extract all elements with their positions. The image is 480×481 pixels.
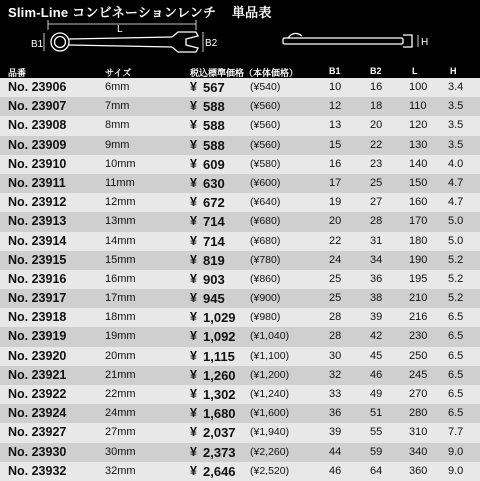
part-number: No. 23921 (8, 367, 67, 382)
b1-cell: 15 (329, 138, 342, 151)
b2-cell: 51 (370, 407, 383, 420)
table-row (0, 347, 480, 366)
price-cell: 819 (203, 252, 225, 268)
yen-sign: ¥ (190, 175, 197, 190)
size-cell: 32mm (105, 464, 136, 477)
yen-sign: ¥ (190, 271, 197, 286)
part-number: No. 23920 (8, 348, 67, 363)
b2-cell: 22 (370, 138, 383, 151)
h-cell: 9.0 (448, 464, 464, 477)
h-cell: 4.7 (448, 176, 464, 189)
b2-cell: 16 (370, 81, 383, 93)
size-cell: 24mm (105, 407, 136, 420)
b2-cell: 20 (370, 119, 383, 132)
size-cell: 7mm (105, 100, 130, 113)
yen-sign: ¥ (190, 463, 197, 478)
table-row (0, 462, 480, 481)
b2-cell: 45 (370, 349, 383, 362)
l-cell: 230 (409, 330, 428, 343)
b2-cell: 34 (370, 253, 383, 266)
l-cell: 110 (409, 100, 427, 113)
l-cell: 270 (409, 388, 428, 400)
table-row (0, 270, 480, 289)
table-row (0, 366, 480, 385)
base-price-cell: (¥560) (250, 138, 281, 151)
b1-cell: 13 (329, 119, 342, 132)
table-row (0, 404, 480, 423)
table-row (0, 193, 480, 212)
price-cell: 567 (203, 80, 225, 95)
title-main: Slim-Line コンビネーションレンチ (8, 5, 217, 20)
b1-cell: 19 (329, 196, 342, 209)
col-l: L (412, 66, 418, 76)
size-cell: 13mm (105, 215, 136, 228)
b2-cell: 64 (370, 464, 383, 477)
b1-cell: 32 (329, 368, 342, 381)
table-header (0, 64, 480, 78)
yen-sign: ¥ (190, 310, 197, 325)
size-cell: 21mm (105, 368, 136, 381)
part-number: No. 23911 (8, 175, 66, 190)
h-cell: 6.5 (448, 407, 464, 420)
size-cell: 30mm (105, 445, 136, 458)
l-cell: 100 (409, 81, 428, 93)
table-row (0, 136, 480, 155)
h-cell: 3.4 (448, 81, 464, 93)
l-cell: 216 (409, 311, 428, 324)
yen-sign: ¥ (190, 195, 197, 210)
price-cell: 1,115 (203, 348, 235, 364)
l-cell: 340 (409, 445, 428, 458)
size-cell: 12mm (105, 196, 136, 209)
size-cell: 18mm (105, 311, 136, 324)
b2-cell: 49 (370, 388, 383, 400)
l-cell: 360 (409, 464, 428, 477)
part-number: No. 23919 (8, 329, 67, 344)
price-cell: 1,680 (203, 406, 236, 422)
diagram-label-b2: B2 (205, 38, 218, 49)
part-number: No. 23908 (8, 118, 67, 133)
yen-sign: ¥ (190, 444, 197, 459)
part-number: No. 23906 (8, 80, 67, 94)
table-row (0, 423, 480, 442)
yen-sign: ¥ (190, 329, 197, 344)
b1-cell: 28 (329, 311, 342, 324)
price-cell: 2,373 (203, 444, 236, 460)
part-number: No. 23924 (8, 406, 67, 421)
b2-cell: 25 (370, 176, 383, 189)
part-number: No. 23914 (8, 233, 67, 248)
price-cell: 1,029 (203, 310, 236, 326)
size-cell: 22mm (105, 388, 136, 400)
base-price-cell: (¥680) (250, 215, 281, 228)
size-cell: 10mm (105, 157, 136, 170)
size-cell: 8mm (105, 119, 130, 132)
h-cell: 5.2 (448, 272, 464, 285)
base-price-cell: (¥1,040) (250, 330, 290, 343)
base-price-cell: (¥1,600) (250, 407, 290, 420)
price-cell: 945 (203, 291, 225, 307)
price-cell: 588 (203, 118, 225, 134)
table-row (0, 385, 480, 404)
yen-sign: ¥ (190, 252, 197, 267)
base-price-cell: (¥860) (250, 272, 281, 285)
size-cell: 16mm (105, 272, 136, 285)
base-price-cell: (¥640) (250, 196, 281, 209)
b2-cell: 59 (370, 445, 383, 458)
b1-cell: 17 (329, 176, 342, 189)
yen-sign: ¥ (190, 80, 197, 94)
price-cell: 1,092 (203, 329, 236, 345)
wrench-diagram (0, 18, 480, 64)
yen-sign: ¥ (190, 367, 197, 382)
size-cell: 17mm (105, 292, 136, 305)
l-cell: 245 (409, 368, 428, 381)
part-number: No. 23930 (8, 444, 67, 459)
part-number: No. 23927 (8, 425, 67, 440)
size-cell: 20mm (105, 349, 136, 362)
col-price: 税込標準価格（本体価格） (190, 68, 299, 78)
yen-sign: ¥ (190, 156, 197, 171)
part-number: No. 23918 (8, 310, 67, 325)
h-cell: 3.5 (448, 100, 464, 113)
base-price-cell: (¥540) (250, 81, 281, 93)
part-number: No. 23913 (8, 214, 67, 229)
b1-cell: 25 (329, 272, 342, 285)
price-cell: 630 (203, 175, 225, 191)
base-price-cell: (¥560) (250, 100, 281, 113)
b1-cell: 16 (329, 157, 342, 170)
b1-cell: 22 (329, 234, 342, 247)
col-size: サイズ (105, 68, 132, 78)
table-row (0, 443, 480, 462)
l-cell: 195 (409, 272, 428, 285)
size-cell: 14mm (105, 234, 136, 247)
b1-cell: 30 (329, 349, 342, 362)
base-price-cell: (¥1,940) (250, 426, 290, 439)
table-row (0, 327, 480, 346)
b1-cell: 36 (329, 407, 342, 420)
b1-cell: 12 (329, 100, 342, 113)
h-cell: 6.5 (448, 311, 464, 324)
table-row (0, 116, 480, 135)
b1-cell: 24 (329, 253, 342, 266)
yen-sign: ¥ (190, 291, 197, 306)
l-cell: 130 (409, 138, 428, 151)
price-cell: 903 (203, 271, 225, 287)
b2-cell: 55 (370, 426, 383, 439)
b2-cell: 38 (370, 292, 383, 305)
col-part-no: 品番 (8, 68, 27, 78)
h-cell: 5.2 (448, 292, 464, 305)
table-row (0, 212, 480, 231)
part-number: No. 23922 (8, 387, 67, 401)
size-cell: 19mm (105, 330, 136, 343)
yen-sign: ¥ (190, 406, 197, 421)
table-row (0, 97, 480, 116)
base-price-cell: (¥980) (250, 311, 281, 324)
b1-cell: 20 (329, 215, 342, 228)
l-cell: 180 (409, 234, 428, 247)
h-cell: 5.0 (448, 215, 464, 228)
size-cell: 9mm (105, 138, 130, 151)
l-cell: 120 (409, 119, 428, 132)
title-sub: 単品表 (231, 5, 272, 20)
base-price-cell: (¥1,200) (250, 368, 290, 381)
base-price-cell: (¥780) (250, 253, 281, 266)
price-cell: 1,302 (203, 387, 236, 402)
h-cell: 9.0 (448, 445, 464, 458)
part-number: No. 23915 (8, 252, 67, 267)
yen-sign: ¥ (190, 425, 197, 440)
h-cell: 3.5 (448, 119, 464, 132)
b1-cell: 10 (329, 81, 342, 93)
diagram-label-l: L (117, 24, 123, 35)
l-cell: 310 (409, 426, 428, 439)
h-cell: 6.5 (448, 388, 464, 400)
yen-sign: ¥ (190, 99, 197, 114)
b2-cell: 28 (370, 215, 383, 228)
price-cell: 1,260 (203, 367, 236, 383)
yen-sign: ¥ (190, 233, 197, 248)
part-number: No. 23932 (8, 463, 67, 478)
b2-cell: 27 (370, 196, 383, 209)
b2-cell: 23 (370, 157, 383, 170)
table-row (0, 251, 480, 270)
b1-cell: 33 (329, 388, 342, 400)
base-price-cell: (¥600) (250, 176, 281, 189)
price-cell: 2,646 (203, 463, 236, 479)
yen-sign: ¥ (190, 387, 197, 401)
table-row (0, 232, 480, 251)
b1-cell: 44 (329, 445, 342, 458)
table-row (0, 155, 480, 174)
size-cell: 27mm (105, 426, 136, 439)
b2-cell: 42 (370, 330, 383, 343)
base-price-cell: (¥2,520) (250, 464, 290, 477)
part-number: No. 23916 (8, 271, 67, 286)
base-price-cell: (¥680) (250, 234, 281, 247)
part-number: No. 23909 (8, 137, 67, 152)
base-price-cell: (¥2,260) (250, 445, 290, 458)
b2-cell: 18 (370, 100, 383, 113)
table-row (0, 308, 480, 327)
part-number: No. 23907 (8, 99, 67, 114)
b1-cell: 46 (329, 464, 342, 477)
l-cell: 160 (409, 196, 428, 209)
price-cell: 714 (203, 214, 225, 230)
h-cell: 4.0 (448, 157, 464, 170)
table-row (0, 174, 480, 193)
h-cell: 4.7 (448, 196, 464, 209)
b2-cell: 39 (370, 311, 383, 324)
price-cell: 672 (203, 195, 225, 211)
col-b1: B1 (329, 66, 341, 76)
b1-cell: 28 (329, 330, 342, 343)
table-body (0, 78, 480, 481)
b1-cell: 25 (329, 292, 342, 305)
diagram-label-b1: B1 (31, 39, 44, 50)
price-cell: 588 (203, 137, 225, 153)
l-cell: 150 (409, 176, 428, 189)
l-cell: 140 (409, 157, 428, 170)
part-number: No. 23912 (8, 195, 67, 210)
h-cell: 5.2 (448, 253, 464, 266)
price-cell: 2,037 (203, 425, 236, 441)
size-cell: 15mm (105, 253, 136, 266)
col-b2: B2 (370, 66, 382, 76)
price-cell: 609 (203, 156, 225, 172)
l-cell: 210 (409, 292, 428, 305)
yen-sign: ¥ (190, 348, 197, 363)
yen-sign: ¥ (190, 137, 197, 152)
base-price-cell: (¥900) (250, 292, 281, 305)
part-number: No. 23917 (8, 291, 67, 306)
h-cell: 7.7 (448, 426, 464, 439)
b1-cell: 39 (329, 426, 342, 439)
h-cell: 6.5 (448, 368, 464, 381)
l-cell: 170 (409, 215, 428, 228)
yen-sign: ¥ (190, 118, 197, 133)
l-cell: 190 (409, 253, 428, 266)
b2-cell: 31 (370, 234, 383, 247)
diagram-label-h: H (421, 37, 429, 48)
h-cell: 5.0 (448, 234, 464, 247)
base-price-cell: (¥1,100) (250, 349, 290, 362)
base-price-cell: (¥1,240) (250, 388, 290, 400)
size-cell: 11mm (105, 176, 135, 189)
yen-sign: ¥ (190, 214, 197, 229)
price-cell: 588 (203, 99, 225, 115)
h-cell: 6.5 (448, 349, 464, 362)
base-price-cell: (¥580) (250, 157, 281, 170)
price-cell: 714 (203, 233, 225, 249)
part-number: No. 23910 (8, 156, 67, 171)
h-cell: 3.5 (448, 138, 464, 151)
table-row (0, 289, 480, 308)
base-price-cell: (¥560) (250, 119, 281, 132)
col-h: H (450, 66, 457, 76)
l-cell: 280 (409, 407, 428, 420)
l-cell: 250 (409, 349, 428, 362)
h-cell: 6.5 (448, 330, 464, 343)
b2-cell: 46 (370, 368, 383, 381)
b2-cell: 36 (370, 272, 383, 285)
table-row (0, 78, 480, 97)
size-cell: 6mm (105, 81, 130, 93)
